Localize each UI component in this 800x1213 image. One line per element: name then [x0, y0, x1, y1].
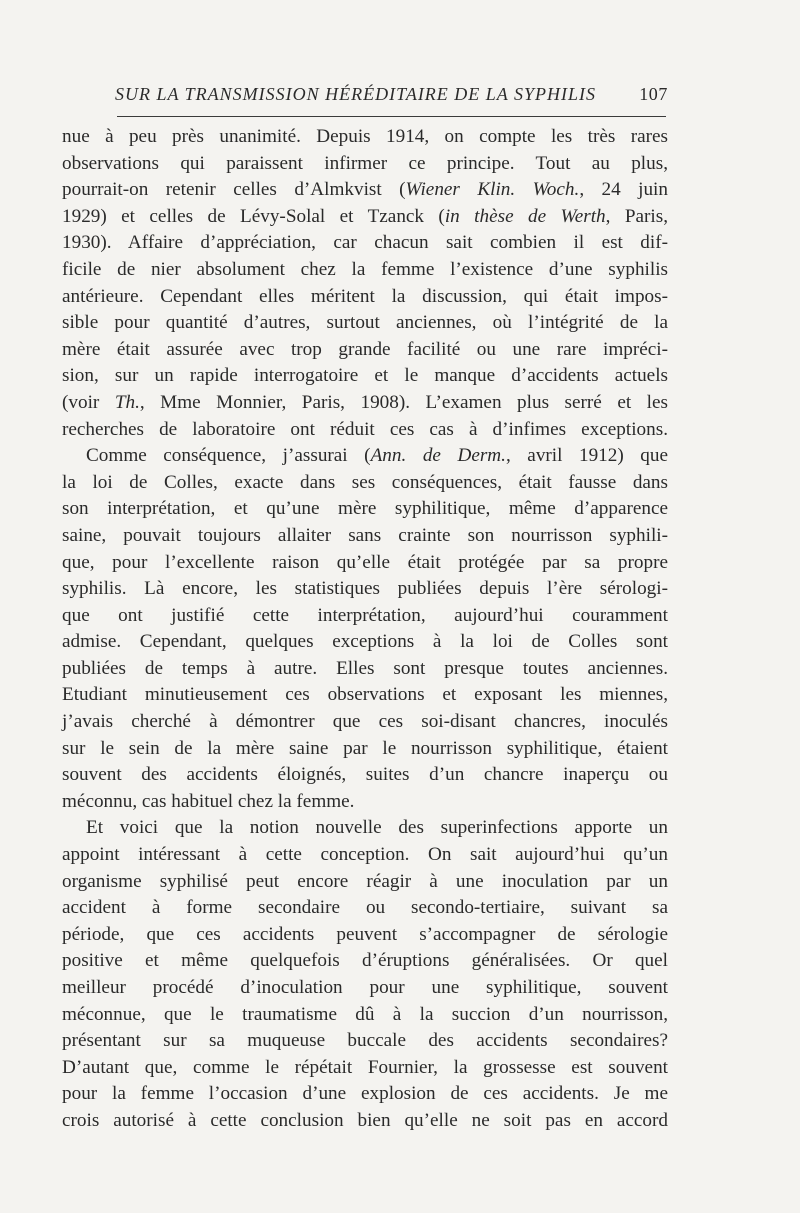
text-line [62, 1028, 668, 1055]
italic-citation: Th. [114, 391, 140, 413]
text-segment: 1930). Affaire d’appréciation, car chacun sait combien il est dif- [62, 232, 668, 254]
text-line [62, 975, 668, 1002]
text-segment: (voir [62, 391, 115, 413]
paragraph [62, 443, 668, 815]
text-line [62, 948, 668, 975]
text-line [62, 443, 668, 470]
text-segment: présentant sur sa muqueuse buccale des accidents secondaires? [62, 1030, 668, 1052]
text-line [62, 709, 668, 736]
text-segment: pourrait-on retenir celles d’Almkvist ( [62, 179, 406, 201]
text-segment: positive et même quelquefois d’éruptions généralisées. Or quel [62, 950, 668, 972]
text-segment: observations qui paraissent infirmer ce principe. Tout au plus, [62, 152, 668, 174]
text-line [62, 230, 668, 257]
text-segment: publiées de temps à autre. Elles sont presque toutes anciennes. [62, 657, 668, 679]
text-segment: Et voici que la notion nouvelle des superinfections apporte un [86, 817, 668, 839]
text-line [62, 523, 668, 550]
text-segment: D’autant que, comme le répétait Fournier, la grossesse est souvent [62, 1056, 668, 1078]
italic-citation: Ann. de Derm. [370, 445, 506, 467]
italic-citation: Wiener Klin. Woch. [405, 179, 580, 201]
header-rule [117, 116, 666, 117]
text-segment: , Mme Monnier, Paris, 1908). L’examen plus serré et les [139, 391, 668, 413]
text-line [62, 736, 668, 763]
text-line [62, 922, 668, 949]
text-line [62, 842, 668, 869]
paragraph [62, 124, 668, 443]
text-segment: méconnue, que le traumatisme dû à la succion d’un nourrisson, [62, 1003, 668, 1025]
text-line [62, 124, 668, 151]
text-segment: , 24 juin [579, 179, 668, 201]
text-line [62, 417, 668, 444]
text-segment: sion, sur un rapide interrogatoire et le manque d’accidents actuels [62, 365, 668, 387]
text-segment: sible pour quantité d’autres, surtout anciennes, où l’intégrité de la [62, 312, 668, 334]
text-segment: que, pour l’excellente raison qu’elle était protégée par sa propre [62, 551, 668, 573]
text-line [62, 789, 668, 816]
text-line [62, 390, 668, 417]
text-line [62, 682, 668, 709]
text-segment: la loi de Colles, exacte dans ses conséquences, était fausse dans [62, 471, 668, 493]
text-segment: que ont justifié cette interprétation, aujourd’hui couramment [62, 604, 668, 626]
text-line [62, 603, 668, 630]
text-segment: organisme syphilisé peut encore réagir à une inoculation par un [62, 870, 668, 892]
text-segment: méconnu, cas habituel chez la femme. [62, 790, 355, 812]
paragraph [62, 815, 668, 1134]
text-line [62, 576, 668, 603]
text-segment: période, que ces accidents peuvent s’accompagner de sérologie [62, 923, 668, 945]
text-line [62, 284, 668, 311]
text-line [62, 1055, 668, 1082]
text-line [62, 629, 668, 656]
text-segment: mère était assurée avec trop grande facilité ou une rare impréci- [62, 338, 668, 360]
text-line [62, 1081, 668, 1108]
italic-citation: in thèse de Werth [444, 205, 606, 227]
text-line [62, 151, 668, 178]
text-segment: crois autorisé à cette conclusion bien qu’elle ne soit pas en accord [62, 1109, 668, 1131]
text-segment: syphilis. Là encore, les statistiques publiées depuis l’ère sérologi- [62, 578, 668, 600]
text-line [62, 257, 668, 284]
text-segment: , Paris, [605, 205, 668, 227]
text-line [62, 470, 668, 497]
text-segment: appoint intéressant à cette conception. On sait aujourd’hui qu’un [62, 844, 668, 866]
page-header [115, 84, 668, 105]
text-segment: souvent des accidents éloignés, suites d’un chancre inaperçu ou [62, 764, 668, 786]
text-line [62, 656, 668, 683]
text-segment: Etudiant minutieusement ces observations et exposant les miennes, [62, 684, 668, 706]
text-segment: j’avais cherché à démontrer que ces soi-disant chancres, inoculés [62, 711, 668, 733]
text-line [62, 204, 668, 231]
text-line [62, 762, 668, 789]
text-line [62, 815, 668, 842]
text-line [62, 310, 668, 337]
text-segment: recherches de laboratoire ont réduit ces cas à d’infimes exceptions. [62, 418, 668, 440]
text-segment: sur le sein de la mère saine par le nourrisson syphilitique, étaient [62, 737, 668, 759]
text-segment: nue à peu près unanimité. Depuis 1914, on compte les très rares [62, 126, 668, 147]
text-segment: antérieure. Cependant elles méritent la discussion, qui était impos- [62, 285, 668, 307]
text-segment: ficile de nier absolument chez la femme l’existence d’une syphilis [62, 258, 668, 280]
text-segment: meilleur procédé d’inoculation pour une syphilitique, souvent [62, 977, 668, 998]
text-line [62, 895, 668, 922]
text-line [62, 1002, 668, 1029]
text-segment: , avril 1912) que [505, 445, 669, 467]
text-segment: accident à forme secondaire ou secondo-tertiaire, suivant sa [62, 897, 668, 919]
body-text [62, 124, 668, 1135]
text-segment: admise. Cependant, quelques exceptions à la loi de Colles sont [62, 631, 668, 653]
page-number: 107 [639, 84, 668, 104]
text-line [62, 496, 668, 523]
text-line [62, 1108, 668, 1135]
text-segment: son interprétation, et qu’une mère syphilitique, même d’apparence [62, 498, 668, 520]
text-line [62, 363, 668, 390]
running-title: SUR LA TRANSMISSION HÉRÉDITAIRE DE LA SYPHILIS [115, 84, 596, 104]
text-segment: Comme conséquence, j’assurai ( [86, 445, 371, 467]
text-line [62, 869, 668, 896]
text-segment: pour la femme l’occasion d’une explosion de ces accidents. Je me [62, 1083, 668, 1105]
text-line [62, 550, 668, 577]
text-line [62, 337, 668, 364]
text-segment: saine, pouvait toujours allaiter sans crainte son nourrisson syphili- [62, 524, 668, 546]
text-line [62, 177, 668, 204]
text-segment: 1929) et celles de Lévy-Solal et Tzanck ( [62, 205, 445, 227]
